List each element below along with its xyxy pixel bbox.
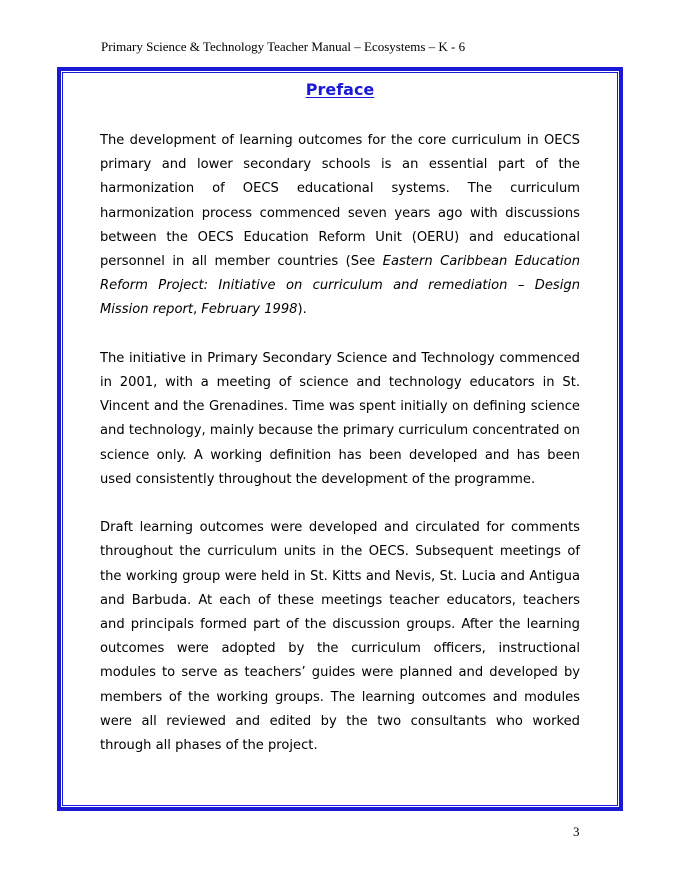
paragraph-1 xyxy=(100,129,580,323)
paragraph-1-separator: , xyxy=(192,302,202,318)
paragraph-1-text: The development of learning outcomes for the core curriculum in OECS primary and lower secondary schools is an essential part of the harmonization of OECS educational systems. The curriculum harmonization process commenced seven years ago with discussions between the OECS Education Reform Unit (OERU) and educational personnel in all member countries (See xyxy=(100,133,580,270)
paragraph-2: The initiative in Primary Secondary Science and Technology commenced in 2001, with a meeting of science and technology educators in St. Vincent and the Grenadines. Time was spent initially on defining science and technology, mainly because the primary curriculum concentrated on science only. A working definition has been developed and has been used consistently throughout the development of the programme. xyxy=(100,350,580,487)
page-number: 3 xyxy=(573,824,580,839)
paragraph-1-closing: ). xyxy=(297,302,307,318)
paragraph-3: Draft learning outcomes were developed and circulated for comments throughout the curriculum units in the OECS. Subsequent meetings of the working group were held in St. Kitts and Nevis, St. Lucia and Antigua and Barbuda. At each of these meetings teacher educators, teachers and principals formed part of the discussion groups. After the learning outcomes were adopted by the curriculum officers, instructional modules to serve as teachers’ guides were planned and developed by members of the working groups. The learning outcomes and modules were all reviewed and edited by the two consultants who worked through all phases of the project. xyxy=(100,520,580,754)
page-title: Preface xyxy=(305,80,375,99)
paragraph-1-citation-title: Eastern Caribbean Education Reform Project: Initiative on curriculum and remediation – Design Mission report xyxy=(100,254,580,318)
paragraph-1-citation-date: February 1998 xyxy=(201,302,298,318)
preface-body xyxy=(100,129,580,758)
running-header: Primary Science & Technology Teacher Manual – Ecosystems – K - 6 xyxy=(101,39,466,54)
